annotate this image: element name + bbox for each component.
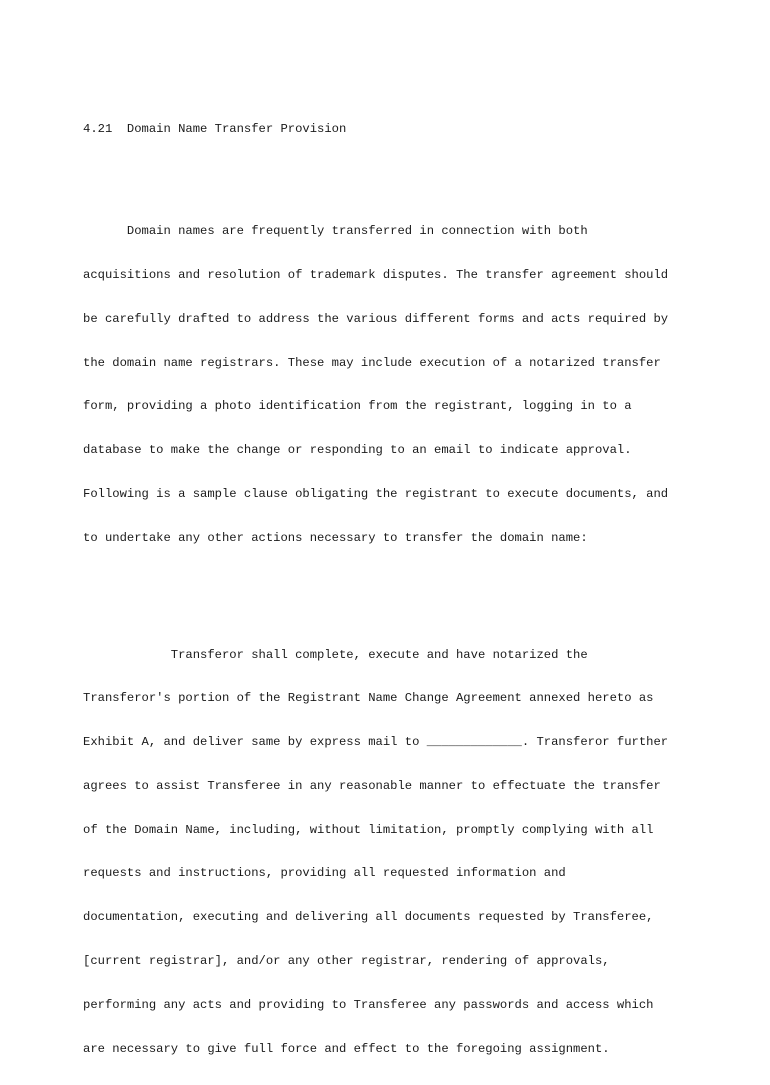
intro-line: form, providing a photo identification from the registrant, logging in to a — [83, 399, 632, 414]
intro-line: the domain name registrars. These may include execution of a notarized transfer — [83, 355, 661, 370]
intro-line: to undertake any other actions necessary to transfer the domain name: — [83, 530, 588, 545]
clause-line: performing any acts and providing to Transferee any passwords and access which — [83, 997, 654, 1012]
blank-line — [83, 166, 668, 181]
clause-line: Transferor shall complete, execute and have notarized the — [83, 647, 588, 662]
clause-line: agrees to assist Transferee in any reasonable manner to effectuate the transfer — [83, 778, 661, 793]
clause-line: are necessary to give full force and effect to the foregoing assignment. — [83, 1041, 610, 1056]
intro-line: be carefully drafted to address the various different forms and acts required by — [83, 311, 669, 326]
clause-line: [current registrar], and/or any other registrar, rendering of approvals, — [83, 954, 610, 969]
blank-line — [83, 589, 668, 604]
section-heading: 4.21 Domain Name Transfer Provision — [83, 122, 347, 137]
document-body — [83, 93, 668, 1085]
clause-line: Transferor's portion of the Registrant Name Change Agreement annexed hereto as — [83, 691, 654, 706]
clause-line: of the Domain Name, including, without limitation, promptly complying with all — [83, 822, 654, 837]
clause-line: Exhibit A, and deliver same by express mail to _____________. Transferor further — [83, 735, 669, 750]
intro-line: acquisitions and resolution of trademark disputes. The transfer agreement should — [83, 268, 669, 283]
intro-line: Following is a sample clause obligating the registrant to execute documents, and — [83, 487, 669, 502]
clause-line: requests and instructions, providing all requested information and — [83, 866, 566, 881]
clause-line: documentation, executing and delivering all documents requested by Transferee, — [83, 910, 654, 925]
intro-line: database to make the change or responding to an email to indicate approval. — [83, 443, 632, 458]
intro-line: Domain names are frequently transferred in connection with both — [83, 224, 588, 239]
